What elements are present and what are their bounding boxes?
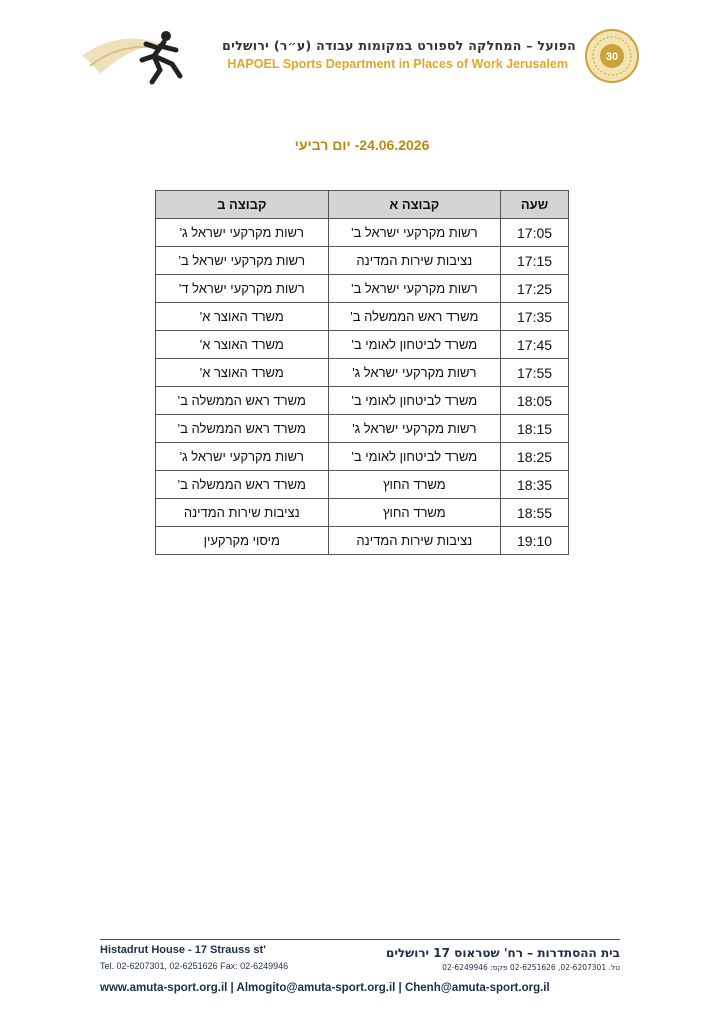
cell-group-a: רשות מקרקעי ישראל ב' bbox=[328, 219, 501, 247]
footer-links[interactable]: www.amuta-sport.org.il | Almogito@amuta-sport.org.il | Chenh@amuta-sport.org.il bbox=[100, 982, 550, 994]
cell-group-a: רשות מקרקעי ישראל ג' bbox=[328, 359, 501, 387]
header-title-hebrew: הפועל – המחלקה לספורט במקומות עבודה (ע״ר) ירושלים bbox=[222, 38, 576, 53]
cell-group-b: רשות מקרקעי ישראל ג' bbox=[156, 219, 329, 247]
table-row bbox=[156, 359, 569, 387]
column-header-group-b: קבוצה ב bbox=[156, 191, 329, 219]
header-title-english: HAPOEL Sports Department in Places of Work Jerusalem bbox=[227, 57, 568, 71]
cell-time: 18:55 bbox=[501, 499, 569, 527]
cell-group-b: מיסוי מקרקעין bbox=[156, 527, 329, 555]
footer-phones-english: Tel. 02-6207301, 02-6251626 Fax: 02-6249946 bbox=[100, 961, 289, 971]
table-row bbox=[156, 303, 569, 331]
date-heading: 24.06.2026- יום רביעי bbox=[294, 137, 430, 153]
cell-group-a: נציבות שירות המדינה bbox=[328, 247, 501, 275]
cell-group-b: משרד האוצר א' bbox=[156, 359, 329, 387]
footer-address-hebrew: בית ההסתדרות – רח' שטראוס 17 ירושלים bbox=[385, 946, 620, 960]
cell-time: 18:35 bbox=[501, 471, 569, 499]
table-row bbox=[156, 275, 569, 303]
cell-time: 17:15 bbox=[501, 247, 569, 275]
table-row bbox=[156, 499, 569, 527]
cell-time: 17:45 bbox=[501, 331, 569, 359]
column-header-time: שעה bbox=[501, 191, 569, 219]
cell-group-b: משרד ראש הממשלה ב' bbox=[156, 387, 329, 415]
cell-group-b: משרד האוצר א' bbox=[156, 331, 329, 359]
table-row bbox=[156, 219, 569, 247]
cell-group-a: רשות מקרקעי ישראל ג' bbox=[328, 415, 501, 443]
cell-time: 17:05 bbox=[501, 219, 569, 247]
cell-group-a: רשות מקרקעי ישראל ב' bbox=[328, 275, 501, 303]
footer-divider bbox=[100, 939, 620, 940]
cell-group-b: רשות מקרקעי ישראל ד' bbox=[156, 275, 329, 303]
cell-group-a: משרד לביטחון לאומי ב' bbox=[328, 387, 501, 415]
cell-time: 18:25 bbox=[501, 443, 569, 471]
schedule-table bbox=[155, 190, 569, 555]
cell-time: 17:35 bbox=[501, 303, 569, 331]
cell-time: 17:55 bbox=[501, 359, 569, 387]
cell-group-a: משרד ראש הממשלה ב' bbox=[328, 303, 501, 331]
cell-group-a: משרד החוץ bbox=[328, 471, 501, 499]
cell-group-a: משרד החוץ bbox=[328, 499, 501, 527]
letterhead bbox=[80, 26, 640, 88]
cell-group-b: משרד ראש הממשלה ב' bbox=[156, 471, 329, 499]
cell-group-b: רשות מקרקעי ישראל ג' bbox=[156, 443, 329, 471]
cell-time: 18:05 bbox=[501, 387, 569, 415]
footer-address-english: Histadrut House - 17 Strauss st' bbox=[100, 944, 266, 956]
cell-group-a: משרד לביטחון לאומי ב' bbox=[328, 443, 501, 471]
emblem-number: 30 bbox=[605, 51, 619, 63]
runner-logo-icon bbox=[80, 26, 190, 86]
anniversary-emblem-icon bbox=[584, 28, 640, 84]
table-row bbox=[156, 387, 569, 415]
letterhead-footer bbox=[100, 936, 620, 1006]
cell-group-b: משרד האוצר א' bbox=[156, 303, 329, 331]
cell-time: 17:25 bbox=[501, 275, 569, 303]
table-header-row bbox=[156, 191, 569, 219]
cell-time: 18:15 bbox=[501, 415, 569, 443]
table-row bbox=[156, 247, 569, 275]
table-row bbox=[156, 471, 569, 499]
cell-group-b: רשות מקרקעי ישראל ב' bbox=[156, 247, 329, 275]
table-row bbox=[156, 527, 569, 555]
table-row bbox=[156, 443, 569, 471]
footer-phones-hebrew: טל. 02-6207301, 02-6251626 פקס: 02-6249946 bbox=[442, 963, 620, 972]
table-row bbox=[156, 415, 569, 443]
cell-group-b: נציבות שירות המדינה bbox=[156, 499, 329, 527]
table-row bbox=[156, 331, 569, 359]
cell-group-a: נציבות שירות המדינה bbox=[328, 527, 501, 555]
cell-group-b: משרד ראש הממשלה ב' bbox=[156, 415, 329, 443]
cell-time: 19:10 bbox=[501, 527, 569, 555]
column-header-group-a: קבוצה א bbox=[328, 191, 501, 219]
cell-group-a: משרד לביטחון לאומי ב' bbox=[328, 331, 501, 359]
